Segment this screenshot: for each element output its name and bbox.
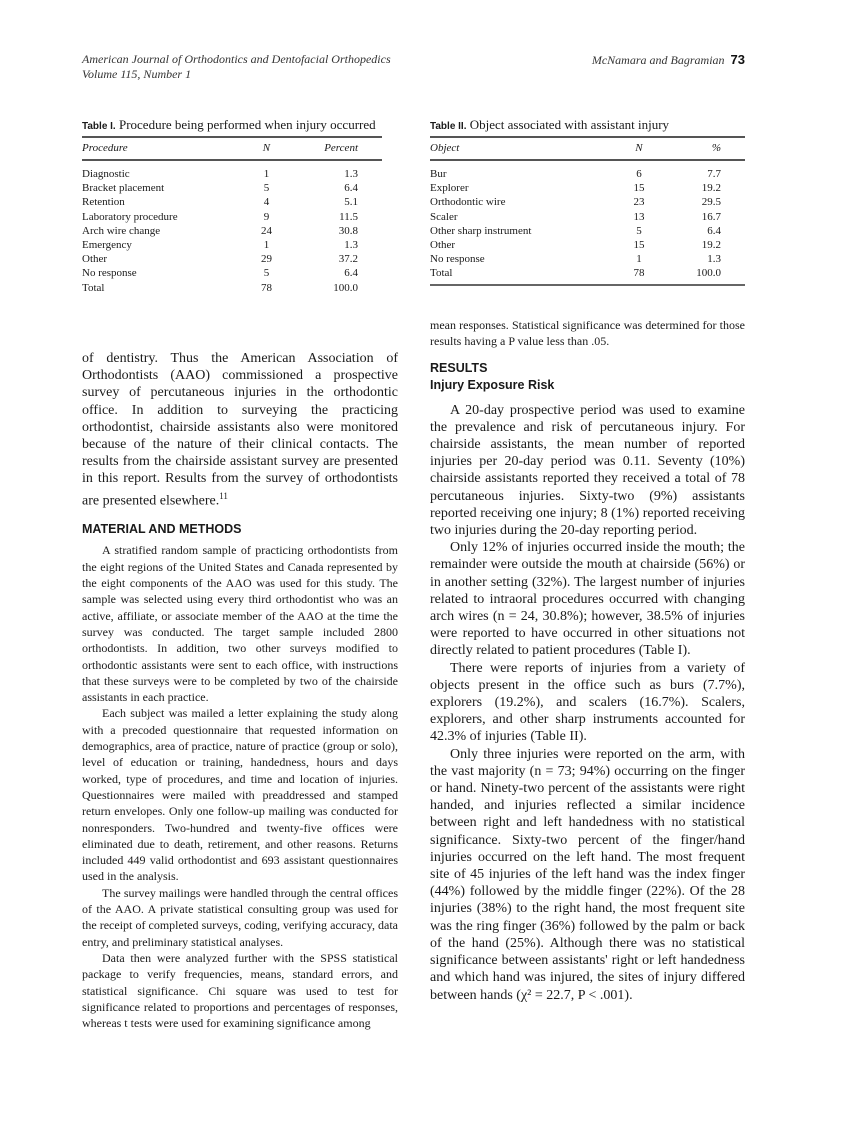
table-row [430,252,745,266]
methods-paragraph: Data then were analyzed further with the SPSS statistical package to verify frequencies, means, standard errors, and statistical significance. Chi square was used to test for significance related to proportions and percentages of responses, whereas t tests were used for examining significance among [82,950,398,1031]
row-label: Retention [82,196,125,209]
row-percent: 29.5 [701,196,721,209]
row-percent: 5.1 [344,196,358,209]
row-label: Orthodontic wire [430,196,506,209]
table-row [430,238,745,252]
row-percent: 6.4 [344,182,358,195]
row-label: Laboratory procedure [82,210,178,223]
row-n: 6 [636,168,642,180]
running-header-right [592,52,745,68]
row-label: Total [82,281,105,294]
table-row [430,210,745,224]
table-row [82,224,382,238]
row-label: Bur [430,168,447,180]
row-percent: 16.7 [701,210,721,223]
col-header: Percent [277,137,383,160]
results-paragraph: Only three injuries were reported on the arm, with the vast majority (n = 73; 94%) occurring on the finger or hand. Ninety-two percent of the assistants were right handed, and injuries reflected a similar incidence between right and left handedness with no statistical significance. Sixty-two percent of the finger/hand injuries occurred on the left hand. The most frequent site of 45 injuries of the left hand was the index finger (44%) followed by the middle finger (22%). Of the 28 injuries (38%) to the right hand, the most frequent site was the ring finger (36%) followed by the palm or back of the hand (25%). Although there was no statistical significance between assistants' right or left handedness and which hand was injured, the sites of injury differed between hands (χ² = 22.7, P < .001). [430,746,745,1003]
row-percent: 100.0 [333,281,358,294]
row-label: Scaler [430,210,458,223]
row-n: 78 [633,267,645,280]
intro-paragraph [82,350,398,509]
row-n: 13 [633,210,645,223]
right-column [430,317,745,1004]
row-n: 78 [260,281,272,294]
table-caption [82,118,382,134]
table-row [82,281,382,298]
row-n: 23 [633,196,645,209]
row-percent: 1.3 [707,253,721,266]
page-number: 73 [730,52,745,67]
row-n: 15 [633,239,645,252]
table-title: Procedure being performed when injury occurred [118,117,376,132]
table-row [430,160,745,181]
methods-paragraph: A stratified random sample of practicing orthodontists from the eight regions of the United States and Canada represented by the eight components of the AAO was used for this study. The sample was selected using every third orthodontist who was an active, affiliate, or associate member of the AAO at the time the survey was conducted. The target sample included 2800 orthodontists. In addition, two other surveys modified to orthodontic assistants were sent to each office, with instructions that these surveys were to be completed by two of the chairside assistants in each practice. [82,543,398,705]
row-label: Other [430,239,456,252]
authors: McNamara and Bagramian [591,53,725,67]
results-paragraph: Only 12% of injuries occurred inside the mouth; the remainder were outside the mouth at chairside (56%) or in another setting (32%). The largest number of injuries related to intraoral procedures occurred with changing arch wires (n = 24, 30.8%); however, 38.5% of injuries were reported to have occurred in other situations not directly related to patient procedures (Table I). [430,540,745,659]
table-row [82,210,382,224]
row-n: 9 [263,210,270,223]
col-header: N [256,137,276,160]
row-n: 24 [260,224,272,237]
journal-title: American Journal of Orthodontics and Dentofacial Orthopedics [82,52,391,66]
row-n: 1 [263,239,270,252]
table-row [82,160,382,181]
table-label: Table II. [430,121,467,132]
row-percent: 6.4 [344,267,358,280]
subheading-injury-exposure: Injury Exposure Risk [430,377,555,392]
row-label: Explorer [430,182,469,195]
row-label: No response [430,253,485,266]
left-column [82,350,398,1031]
table-title: Object associated with assistant injury [469,117,670,132]
row-percent: 1.3 [344,168,358,180]
row-n: 5 [636,224,642,237]
table-2 [430,118,745,286]
row-percent: 11.5 [339,210,358,223]
row-n: 1 [636,253,642,266]
row-n: 4 [263,196,270,209]
intro-text: of dentistry. Thus the American Association of Orthodontists (AAO) commissioned a prospective survey of percutaneous injuries in the orthodontic office. In addition to surveying the practicing orthodontist, chairside assistants also were monitored because of the nature of their clinical contacts. The results from the chairside assistant survey are presented in this report. Results from the survey of orthodontists are presented elsewhere. [82,351,398,509]
journal-volume: Volume 115, Number 1 [82,67,192,81]
col-header: N [628,137,649,160]
methods-paragraph: Each subject was mailed a letter explaining the study along with a precoded questionnaire that requested information on demographics, area of practice, nature of practice (group or solo), level of education or training, handedness, hours and days worked, type of procedures, and time and location of injuries. Questionnaires were mailed with preaddressed and stamped return envelopes. Only one follow-up mailing was conducted for nonresponders. Two-hundred and twenty-five offices were eliminated due to death, retirement, and other reasons. Returns included 449 valid orthodontist and 693 assistant questionnaires used in the analysis. [82,706,398,884]
row-n: 29 [260,253,272,266]
row-label: Other sharp instrument [430,224,532,237]
row-label: Diagnostic [82,168,130,180]
table-row [82,238,382,252]
row-percent: 30.8 [338,224,358,237]
row-n: 5 [263,267,270,280]
table-1 [82,118,382,298]
row-n: 5 [263,182,270,195]
row-n: 1 [263,168,270,180]
running-header-left [82,52,391,82]
results-paragraph: There were reports of injuries from a variety of objects present in the office such as burs (7.7%), explorers (19.2%), and scalers (16.7%). Scalers, explorers, and other sharp instruments accounted for 42.3% of injuries (Table II). [430,660,745,745]
row-label: Other [82,253,108,266]
row-percent: 19.2 [701,182,721,195]
row-percent: 6.4 [707,224,721,237]
row-label: Bracket placement [82,182,165,195]
row-label: Total [430,267,453,280]
row-percent: 7.7 [707,168,721,180]
table-row [430,195,745,209]
results-heading: RESULTS [430,360,488,375]
table-row [82,252,382,266]
results-paragraph: A 20-day prospective period was used to examine the prevalence and risk of percutaneous injury. For chairside assistants, the mean number of reported injuries per 20-day period was 0.11. Seventy (10%) chairside assistants reported they received a total of 78 percutaneous injuries. Sixty-two (9%) assistants reported receiving one injury; 8 (1%) reported receiving two injuries during the 20-day reporting period. [430,402,745,539]
table-row [430,266,745,284]
table-row [430,224,745,238]
row-percent: 19.2 [701,239,721,252]
table-row [430,181,745,195]
table-row [82,181,382,195]
col-header: % [650,137,745,160]
table-row [82,195,382,209]
row-percent: 37.2 [338,253,358,266]
methods-heading: MATERIAL AND METHODS [82,522,242,537]
row-percent: 100.0 [696,267,721,280]
reference-number: 11 [219,490,228,501]
col-header: Object [430,137,628,160]
row-label: No response [82,267,137,280]
table-row [82,266,382,280]
table-caption [430,118,745,134]
methods-paragraph: The survey mailings were handled through the central offices of the AAO. A private statistical consulting group was used for the receipt of completed surveys, coding, verifying accuracy, data entry, and preliminary statistical analyses. [82,885,398,949]
col-header: Procedure [82,137,256,160]
row-label: Emergency [82,239,132,252]
row-percent: 1.3 [344,239,358,252]
methods-continued: mean responses. Statistical significance was determined for those results having a P value less than .05. [430,318,745,349]
table-label: Table I. [82,121,116,132]
row-label: Arch wire change [82,224,161,237]
row-n: 15 [633,182,645,195]
